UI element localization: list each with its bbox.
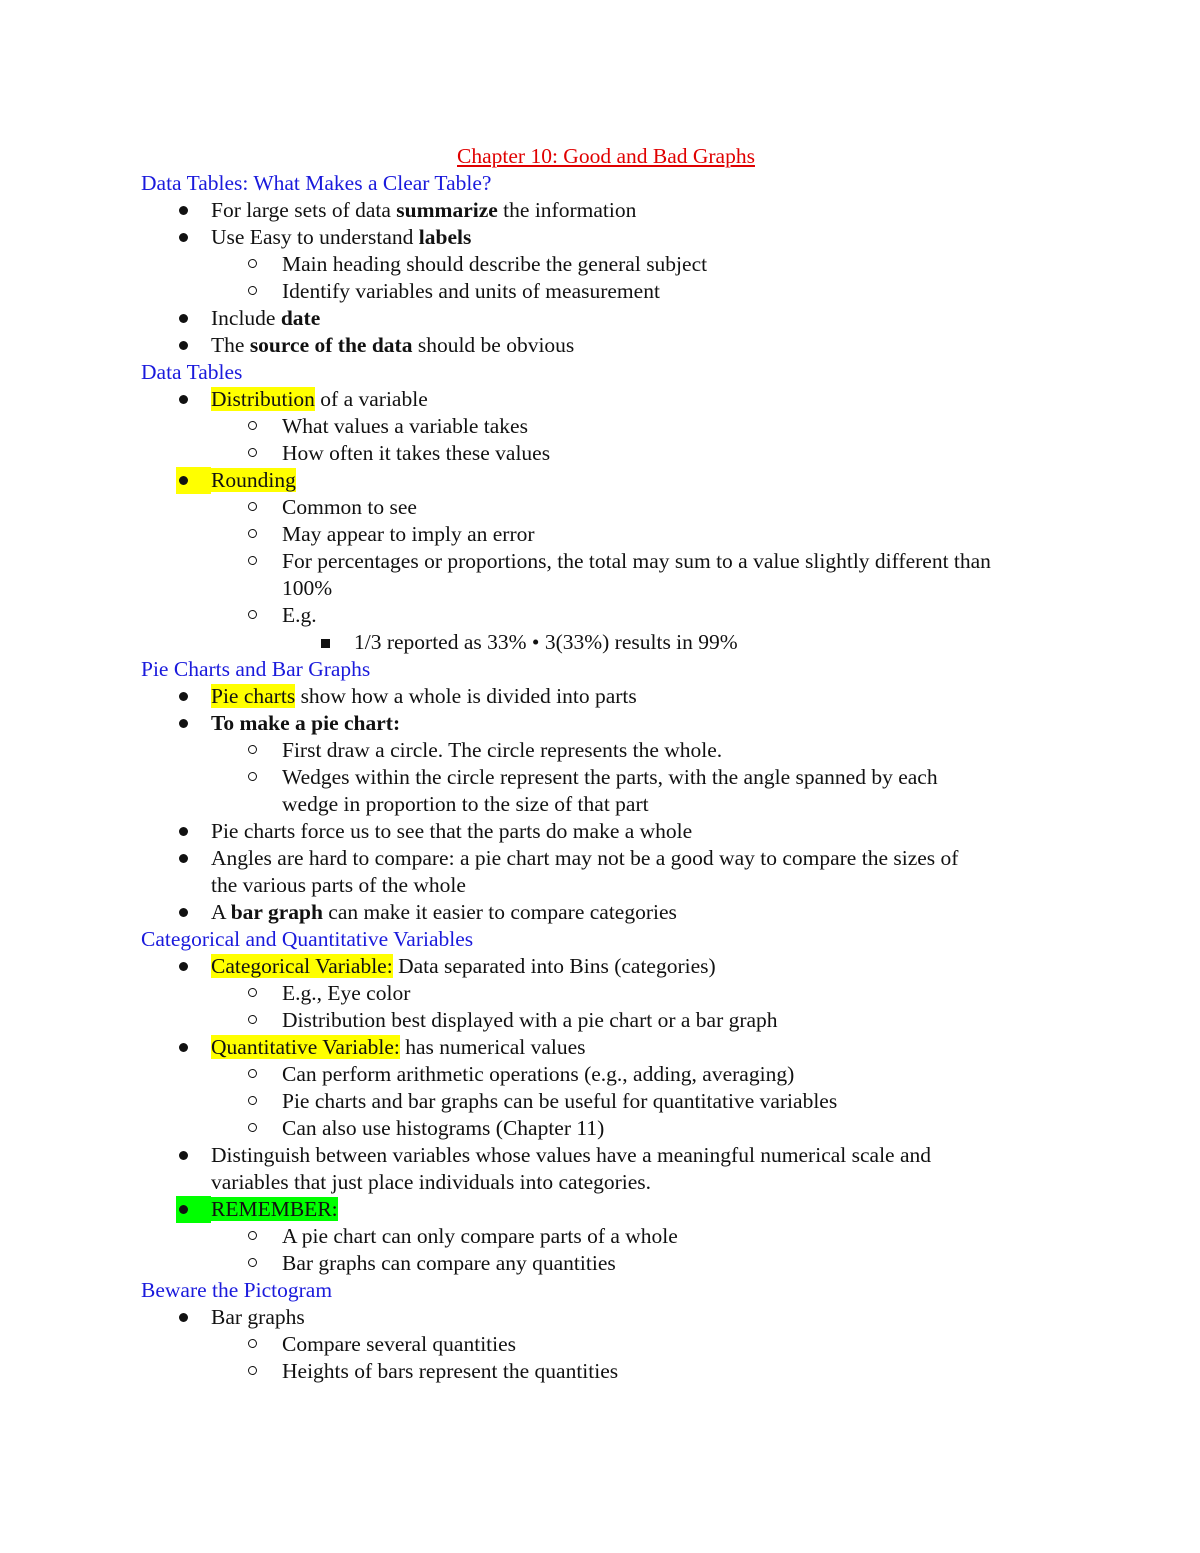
bullet-circle-icon — [248, 251, 262, 278]
bullet-dot-icon — [176, 467, 211, 494]
sub-bullet-item: E.g., Eye color — [141, 980, 1071, 1007]
sub-bullet-item: For percentages or proportions, the total may sum to a value slightly different than 100% — [141, 548, 1071, 602]
bullet-dot-icon — [179, 845, 193, 872]
bullet-square-icon — [321, 629, 335, 656]
bullet-dot-icon — [179, 386, 193, 413]
bullet-item: Pie charts show how a whole is divided into parts — [141, 683, 1071, 710]
bullet-circle-icon — [248, 1007, 262, 1034]
bullet-circle-icon — [248, 737, 262, 764]
sub-bullet-item: Pie charts and bar graphs can be useful for quantitative variables — [141, 1088, 1071, 1115]
bullet-circle-icon — [248, 1223, 262, 1250]
bullet-item: Bar graphs — [141, 1304, 1071, 1331]
sub-bullet-item: Can perform arithmetic operations (e.g., adding, averaging) — [141, 1061, 1071, 1088]
bullet-dot-icon — [179, 1034, 193, 1061]
bullet-dot-icon — [179, 305, 193, 332]
bullet-dot-icon — [179, 953, 193, 980]
notes-content — [141, 143, 1071, 1385]
bullet-item: Quantitative Variable: has numerical values — [141, 1034, 1071, 1061]
section-heading-data-tables: Data Tables — [141, 360, 243, 384]
bullet-item: REMEMBER: — [141, 1196, 1071, 1223]
bullet-circle-icon — [248, 980, 262, 1007]
bullet-circle-icon — [248, 602, 262, 629]
bullet-item: To make a pie chart: — [141, 710, 1071, 737]
bullet-dot-icon — [179, 197, 193, 224]
section-heading-categorical-quantitative: Categorical and Quantitative Variables — [141, 927, 474, 951]
bullet-circle-icon — [248, 764, 262, 791]
bullet-circle-icon — [248, 1115, 262, 1142]
bullet-dot-icon — [179, 332, 193, 359]
bullet-item: Angles are hard to compare: a pie chart may not be a good way to compare the sizes of the various parts of the whole — [141, 845, 1071, 899]
bullet-dot-icon — [179, 818, 193, 845]
page-title: Chapter 10: Good and Bad Graphs — [457, 144, 755, 168]
bullet-item: The source of the data should be obvious — [141, 332, 1071, 359]
sub-bullet-item: Common to see — [141, 494, 1071, 521]
sub-bullet-item: First draw a circle. The circle represents the whole. — [141, 737, 1071, 764]
sub-bullet-item: Distribution best displayed with a pie chart or a bar graph — [141, 1007, 1071, 1034]
bullet-circle-icon — [248, 548, 262, 575]
bullet-item: Pie charts force us to see that the parts do make a whole — [141, 818, 1071, 845]
bullet-item: Rounding — [141, 467, 1071, 494]
bullet-circle-icon — [248, 1061, 262, 1088]
sub-bullet-item: What values a variable takes — [141, 413, 1071, 440]
section-heading-clear-table: Data Tables: What Makes a Clear Table? — [141, 171, 492, 195]
bullet-circle-icon — [248, 1088, 262, 1115]
bullet-circle-icon — [248, 521, 262, 548]
bullet-item: A bar graph can make it easier to compare categories — [141, 899, 1071, 926]
sub-bullet-item: Wedges within the circle represent the parts, with the angle spanned by each wedge in proportion to the size of that part — [141, 764, 1071, 818]
section-heading-pictogram: Beware the Pictogram — [141, 1278, 333, 1302]
bullet-circle-icon — [248, 1331, 262, 1358]
sub-bullet-item: A pie chart can only compare parts of a whole — [141, 1223, 1071, 1250]
sub-bullet-item: E.g. — [141, 602, 1071, 629]
bullet-circle-icon — [248, 413, 262, 440]
bullet-circle-icon — [248, 1358, 262, 1385]
bullet-item: Use Easy to understand labels — [141, 224, 1071, 251]
sub-bullet-item: Bar graphs can compare any quantities — [141, 1250, 1071, 1277]
bullet-dot-icon — [179, 683, 193, 710]
sub-bullet-item: Identify variables and units of measurement — [141, 278, 1071, 305]
bullet-dot-icon — [179, 710, 193, 737]
bullet-circle-icon — [248, 494, 262, 521]
bullet-item: Categorical Variable: Data separated into Bins (categories) — [141, 953, 1071, 980]
bullet-dot-icon — [179, 224, 193, 251]
bullet-dot-icon — [179, 1142, 193, 1169]
bullet-item: Include date — [141, 305, 1071, 332]
bullet-dot-icon — [179, 1304, 193, 1331]
section-heading-pie-bar: Pie Charts and Bar Graphs — [141, 657, 371, 681]
bullet-circle-icon — [248, 1250, 262, 1277]
bullet-dot-icon — [179, 899, 193, 926]
bullet-circle-icon — [248, 440, 262, 467]
bullet-item: Distribution of a variable — [141, 386, 1071, 413]
bullet-dot-icon — [176, 1196, 211, 1223]
sub-bullet-item: May appear to imply an error — [141, 521, 1071, 548]
sub-bullet-item: Heights of bars represent the quantities — [141, 1358, 1071, 1385]
bullet-circle-icon — [248, 278, 262, 305]
sub-sub-bullet-item: 1/3 reported as 33% • 3(33%) results in 99% — [141, 629, 1071, 656]
sub-bullet-item: Can also use histograms (Chapter 11) — [141, 1115, 1071, 1142]
bullet-item: Distinguish between variables whose values have a meaningful numerical scale and variables that just place individuals into categories. — [141, 1142, 1071, 1196]
sub-bullet-item: Compare several quantities — [141, 1331, 1071, 1358]
sub-bullet-item: Main heading should describe the general subject — [141, 251, 1071, 278]
bullet-item: For large sets of data summarize the information — [141, 197, 1071, 224]
sub-bullet-item: How often it takes these values — [141, 440, 1071, 467]
